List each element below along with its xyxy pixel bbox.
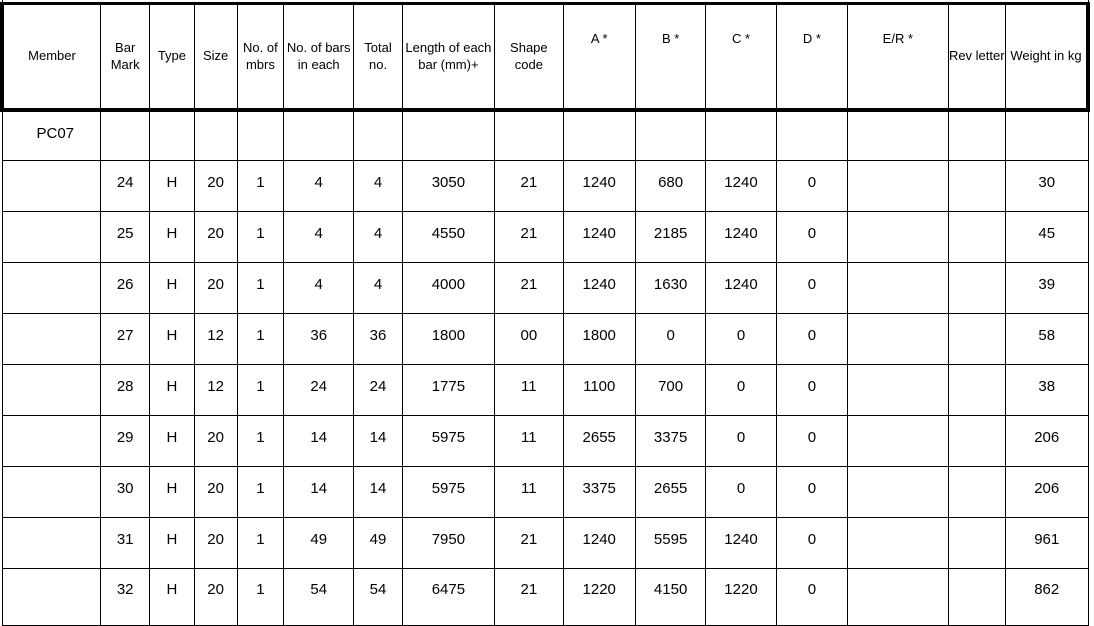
weight-cell: 206 [1005,416,1088,467]
length-cell: 7950 [402,518,495,569]
bar-mark-cell: 32 [101,569,150,626]
rev-letter-cell [948,467,1005,518]
dim-a-cell: 3375 [563,467,635,518]
no-of-mbrs-cell: 1 [237,518,283,569]
size-cell: 12 [194,365,237,416]
member-cell-empty [2,263,101,314]
weight-cell: 45 [1005,212,1088,263]
header-weight: Weight in kg [1005,4,1088,111]
table-row [2,365,1088,416]
member-cell-empty [2,212,101,263]
dim-c-cell: 1220 [706,569,776,626]
shape-code-cell: 11 [495,416,563,467]
dim-c-cell: 1240 [706,518,776,569]
total-no-cell: 4 [354,161,402,212]
shape-code-cell: 21 [495,212,563,263]
shape-code-cell: 11 [495,365,563,416]
header-er: E/R * [848,4,949,111]
table-row [2,569,1088,626]
length-cell: 6475 [402,569,495,626]
header-member: Member [2,4,101,111]
bar-mark-cell: 30 [101,467,150,518]
rev-letter-cell [948,263,1005,314]
length-cell: 3050 [402,161,495,212]
table-row [2,314,1088,365]
member-label: PC07 [2,110,101,161]
size-cell: 20 [194,161,237,212]
size-cell: 20 [194,416,237,467]
total-no-cell: 4 [354,263,402,314]
no-of-mbrs-cell: 1 [237,314,283,365]
total-no-cell: 54 [354,569,402,626]
table-row [2,263,1088,314]
dim-c-cell: 0 [706,416,776,467]
rev-letter-cell [948,569,1005,626]
rev-letter-cell [948,314,1005,365]
bar-mark-cell: 29 [101,416,150,467]
dim-a-cell: 1240 [563,263,635,314]
size-cell: 20 [194,518,237,569]
shape-code-cell: 21 [495,161,563,212]
length-cell: 1775 [402,365,495,416]
dim-d-cell: 0 [776,161,847,212]
header-total-no: Total no. [354,4,402,111]
type-cell: H [150,263,194,314]
header-length: Length of each bar (mm)+ [402,4,495,111]
bars-in-each-cell: 4 [284,212,354,263]
dim-b-cell: 1630 [635,263,705,314]
dim-b-cell: 0 [635,314,705,365]
header-type: Type [150,4,194,111]
member-cell-empty [2,518,101,569]
header-bars-in-each: No. of bars in each [284,4,354,111]
length-cell: 1800 [402,314,495,365]
dim-a-cell: 1240 [563,212,635,263]
total-no-cell: 36 [354,314,402,365]
bar-mark-cell: 27 [101,314,150,365]
type-cell: H [150,365,194,416]
no-of-mbrs-cell: 1 [237,161,283,212]
no-of-mbrs-cell: 1 [237,263,283,314]
total-no-cell: 49 [354,518,402,569]
dim-d-cell: 0 [776,467,847,518]
member-cell-empty [2,365,101,416]
dim-a-cell: 1240 [563,161,635,212]
member-cell-empty [2,161,101,212]
shape-code-cell: 00 [495,314,563,365]
member-cell-empty [2,569,101,626]
dim-b-cell: 680 [635,161,705,212]
weight-cell: 38 [1005,365,1088,416]
member-row [2,110,1088,161]
table-row [2,161,1088,212]
header-d: D * [776,4,847,111]
type-cell: H [150,212,194,263]
header-a: A * [563,4,635,111]
no-of-mbrs-cell: 1 [237,416,283,467]
weight-cell: 206 [1005,467,1088,518]
shape-code-cell: 11 [495,467,563,518]
table-row [2,416,1088,467]
shape-code-cell: 21 [495,518,563,569]
dim-b-cell: 2655 [635,467,705,518]
member-cell-empty [2,416,101,467]
bars-in-each-cell: 4 [284,161,354,212]
header-no-of-mbrs: No. of mbrs [237,4,283,111]
total-no-cell: 14 [354,416,402,467]
bar-mark-cell: 26 [101,263,150,314]
length-cell: 4000 [402,263,495,314]
dim-c-cell: 0 [706,314,776,365]
type-cell: H [150,314,194,365]
type-cell: H [150,416,194,467]
total-no-cell: 14 [354,467,402,518]
total-no-cell: 4 [354,212,402,263]
table-row [2,518,1088,569]
er-cell [848,416,949,467]
dim-d-cell: 0 [776,212,847,263]
rev-letter-cell [948,416,1005,467]
header-rev-letter: Rev letter [948,4,1005,111]
header-shape-code: Shape code [495,4,563,111]
table-row [2,212,1088,263]
type-cell: H [150,569,194,626]
rev-letter-cell [948,518,1005,569]
dim-a-cell: 1220 [563,569,635,626]
rev-letter-cell [948,161,1005,212]
size-cell: 20 [194,569,237,626]
rev-letter-cell [948,365,1005,416]
dim-d-cell: 0 [776,569,847,626]
type-cell: H [150,161,194,212]
no-of-mbrs-cell: 1 [237,569,283,626]
member-cell-empty [2,467,101,518]
shape-code-cell: 21 [495,569,563,626]
dim-b-cell: 5595 [635,518,705,569]
bar-mark-cell: 31 [101,518,150,569]
table-header [2,0,1088,110]
er-cell [848,569,949,626]
bar-mark-cell: 28 [101,365,150,416]
dim-c-cell: 0 [706,467,776,518]
size-cell: 20 [194,467,237,518]
bars-in-each-cell: 54 [284,569,354,626]
bars-in-each-cell: 4 [284,263,354,314]
header-c: C * [706,4,776,111]
weight-cell: 30 [1005,161,1088,212]
length-cell: 5975 [402,416,495,467]
bar-mark-cell: 25 [101,212,150,263]
rev-letter-cell [948,212,1005,263]
er-cell [848,212,949,263]
member-cell-empty [2,314,101,365]
total-no-cell: 24 [354,365,402,416]
length-cell: 4550 [402,212,495,263]
size-cell: 20 [194,263,237,314]
dim-c-cell: 1240 [706,263,776,314]
dim-c-cell: 0 [706,365,776,416]
weight-cell: 862 [1005,569,1088,626]
er-cell [848,314,949,365]
bars-in-each-cell: 14 [284,416,354,467]
table-body [2,110,1088,626]
no-of-mbrs-cell: 1 [237,467,283,518]
er-cell [848,263,949,314]
dim-d-cell: 0 [776,263,847,314]
dim-d-cell: 0 [776,518,847,569]
dim-b-cell: 700 [635,365,705,416]
er-cell [848,518,949,569]
dim-b-cell: 4150 [635,569,705,626]
dim-d-cell: 0 [776,365,847,416]
header-size: Size [194,4,237,111]
table-row [2,467,1088,518]
no-of-mbrs-cell: 1 [237,212,283,263]
weight-cell: 39 [1005,263,1088,314]
size-cell: 20 [194,212,237,263]
weight-cell: 961 [1005,518,1088,569]
type-cell: H [150,518,194,569]
er-cell [848,161,949,212]
dim-c-cell: 1240 [706,161,776,212]
dim-d-cell: 0 [776,314,847,365]
dim-a-cell: 1100 [563,365,635,416]
header-bar-mark: Bar Mark [101,4,150,111]
shape-code-cell: 21 [495,263,563,314]
dim-c-cell: 1240 [706,212,776,263]
dim-a-cell: 2655 [563,416,635,467]
bars-in-each-cell: 49 [284,518,354,569]
length-cell: 5975 [402,467,495,518]
no-of-mbrs-cell: 1 [237,365,283,416]
er-cell [848,365,949,416]
bars-in-each-cell: 24 [284,365,354,416]
bars-in-each-cell: 36 [284,314,354,365]
weight-cell: 58 [1005,314,1088,365]
dim-d-cell: 0 [776,416,847,467]
bar-mark-cell: 24 [101,161,150,212]
type-cell: H [150,467,194,518]
header-b: B * [635,4,705,111]
bars-in-each-cell: 14 [284,467,354,518]
header-row [2,4,1088,111]
size-cell: 12 [194,314,237,365]
dim-b-cell: 2185 [635,212,705,263]
dim-b-cell: 3375 [635,416,705,467]
dim-a-cell: 1800 [563,314,635,365]
er-cell [848,467,949,518]
dim-a-cell: 1240 [563,518,635,569]
